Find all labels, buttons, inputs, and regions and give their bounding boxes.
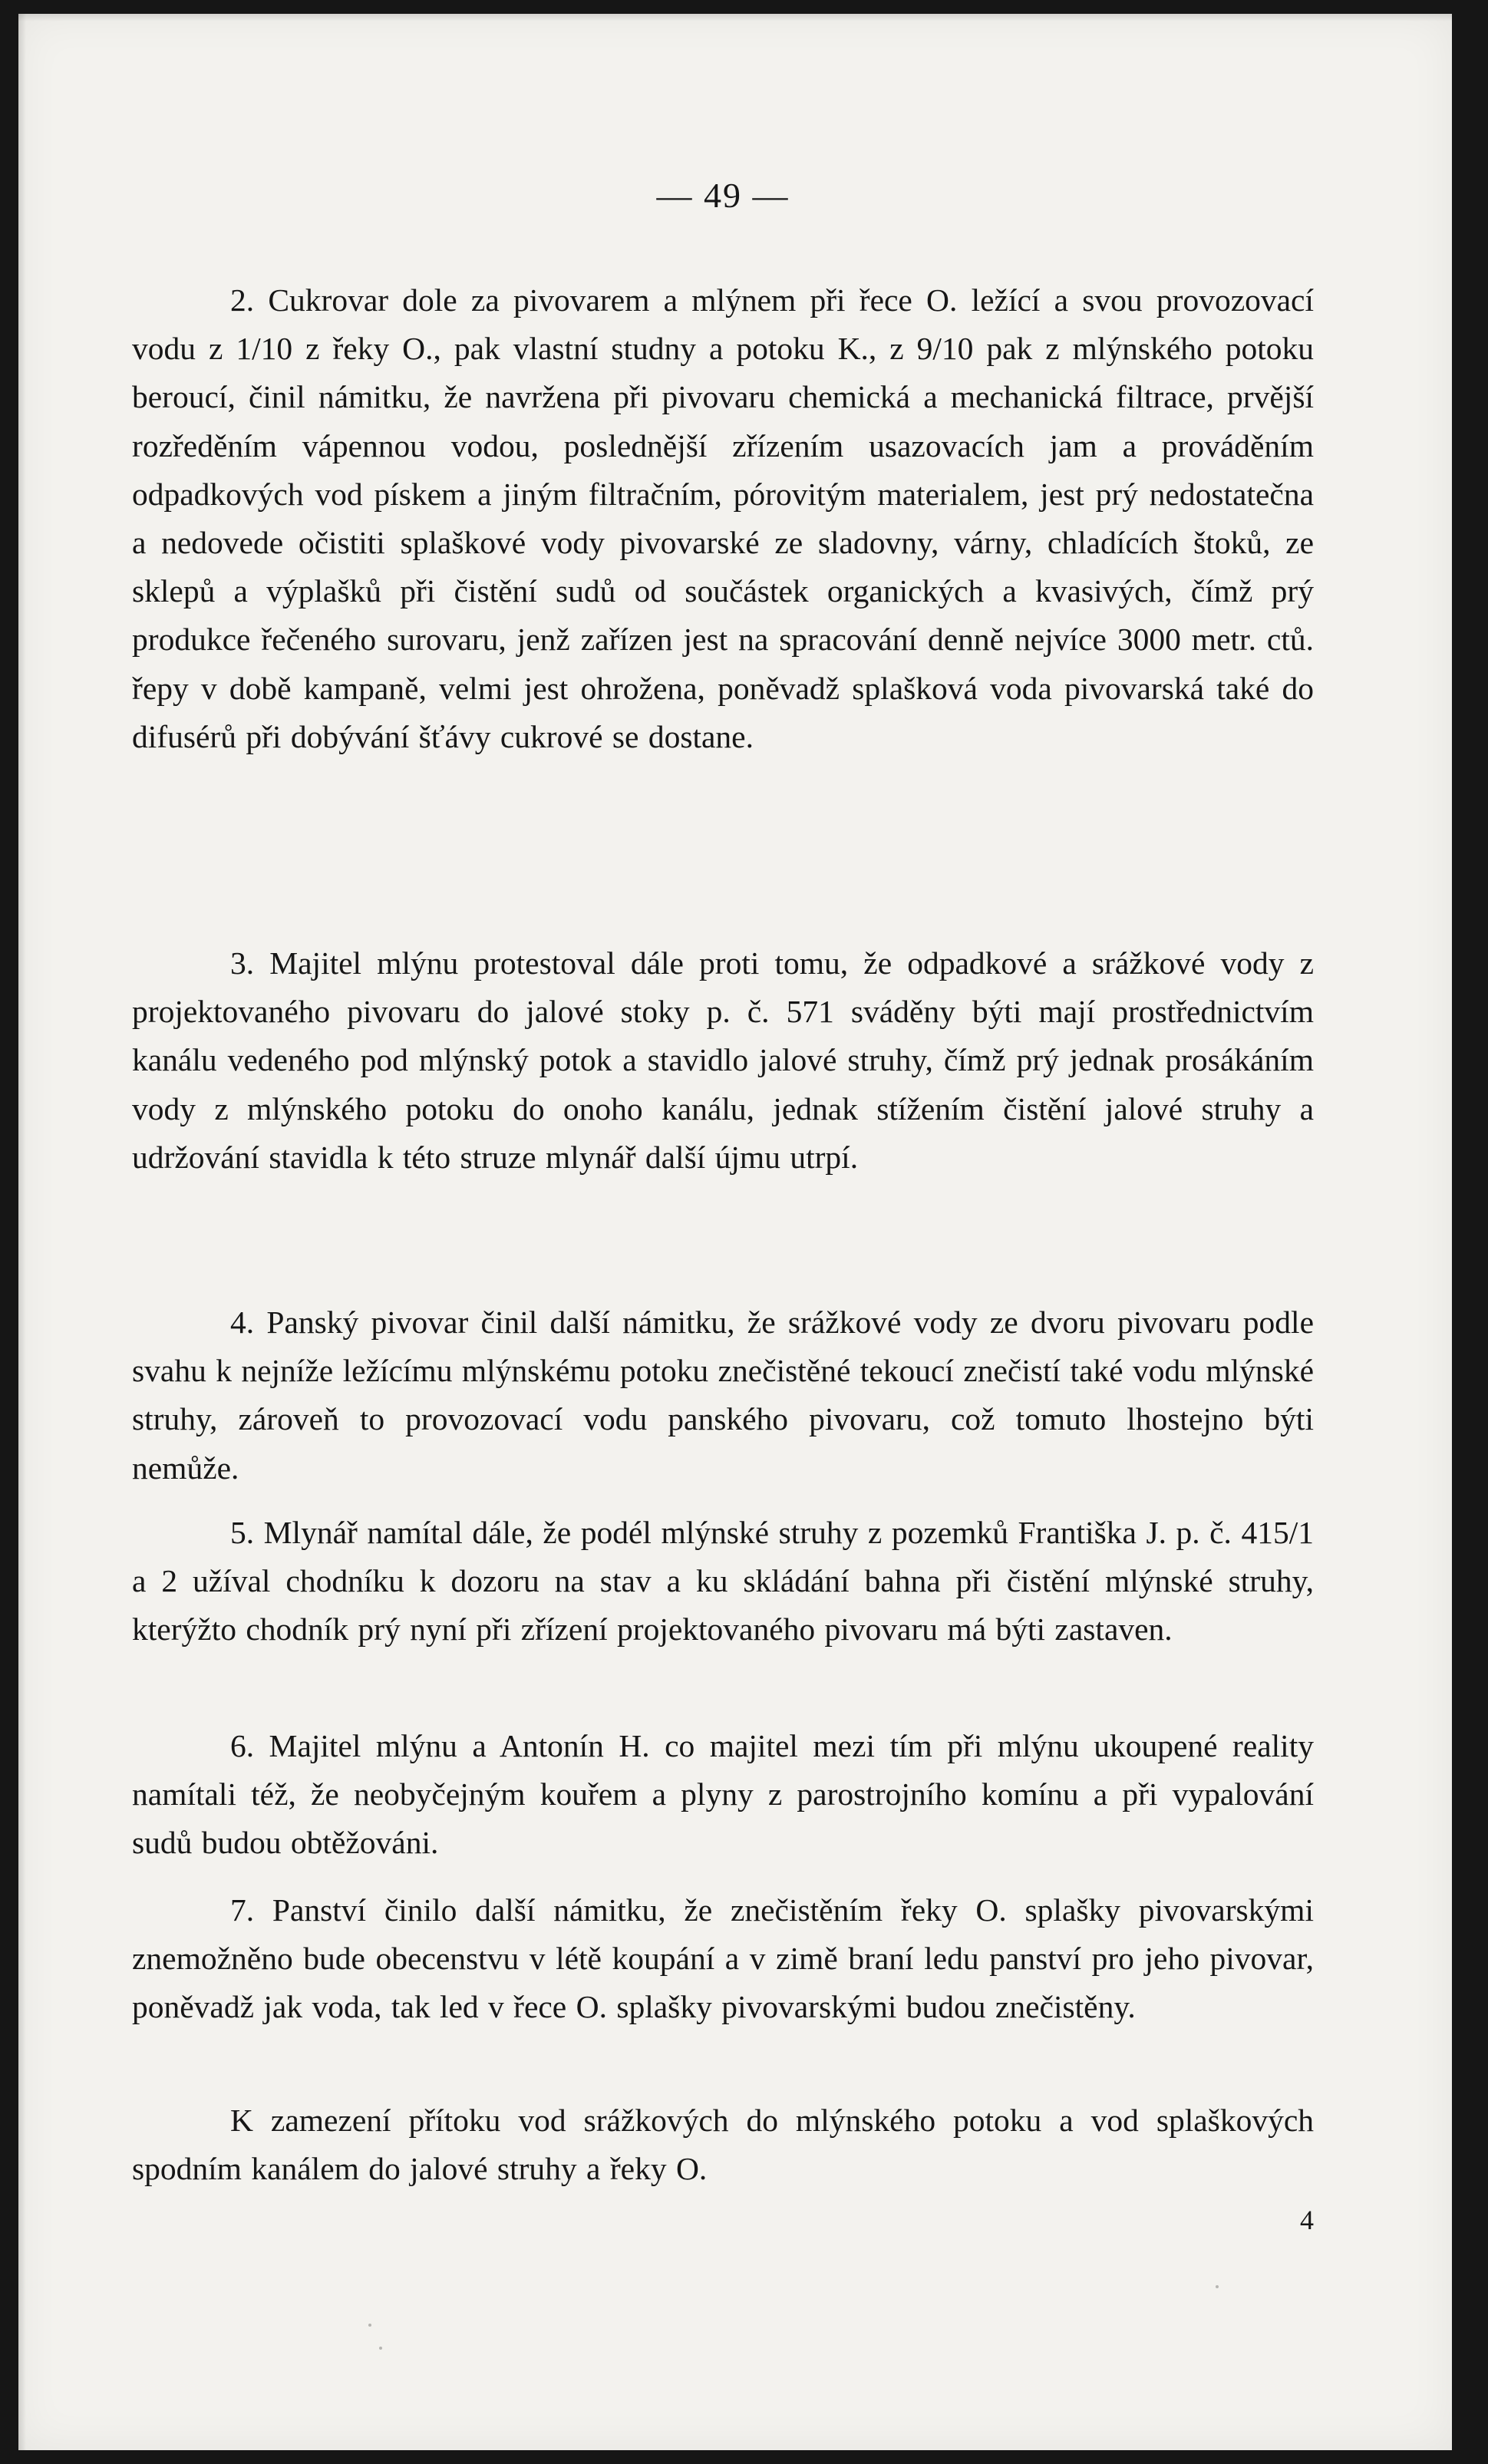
paragraph-4: 4. Panský pivovar činil další námitku, že srážkové vody ze dvoru pivovaru podle svahu k nejníže ležícímu mlýnskému potoku znečistěné tekoucí znečistí také vodu mlýnské struhy, zároveň to provozovací vodu panského pivovaru, což tomuto lhostejno býti nemůže.	[132, 1305, 1314, 1486]
paragraph-5: 5. Mlynář namítal dále, že podél mlýnské struhy z pozemků Františka J. p. č. 415/1 a 2 užíval chodníku k dozoru na stav a ku skládání bahna při čistění mlýnské struhy, kterýžto chodník prý nyní při zřízení projektovaného pivovaru má býti zastaven.	[132, 1515, 1314, 1648]
book-page	[18, 14, 1452, 2450]
page-number: — 49 —	[656, 176, 790, 215]
page-edge-shadow-left	[18, 14, 26, 2450]
page-edge-shadow-top	[18, 14, 1452, 21]
paper-speck	[1216, 2285, 1219, 2288]
paragraph-3: 3. Majitel mlýnu protestoval dále proti tomu, že odpadkové a srážkové vody z projektovaného pivovaru do jalové stoky p. č. 571 sváděny býti mají prostřednictvím kanálu vedeného pod mlýnský potok a stavidlo jalové struhy, čímž prý jednak prosákáním vody z mlýnského potoku do onoho kanálu, jednak stížením čistění jalové struhy a udržování stavidla k této struze mlynář další újmu utrpí.	[132, 945, 1314, 1175]
signature-mark: 4	[1300, 2205, 1314, 2235]
paragraph-7: 7. Panství činilo další námitku, že znečistěním řeky O. splašky pivovarskými znemožněno bude obecenstvu v létě koupání a v zimě braní ledu panství pro jeho pivovar, poněvadž jak voda, tak led v řece O. splašky pivovarskými budou znečistěny.	[132, 1892, 1314, 2025]
paper-speck	[379, 2347, 382, 2350]
paragraph-2: 2. Cukrovar dole za pivovarem a mlýnem při řece O. ležící a svou provozovací vodu z 1/10 z řeky O., pak vlastní studny a potoku K., z 9/10 pak z mlýnského potoku beroucí, činil námitku, že navržena při pivovaru chemická a mechanická filtrace, prvější rozředěním vápennou vodou, poslednější zřízením usazovacích jam a prováděním odpadkových vod pískem a jiným filtračním, pórovitým materialem, jest prý nedostatečna a nedovede očistiti splaškové vody pivovarské ze sladovny, várny, chladících štoků, ze sklepů a výplašků při čistění sudů od součástek organických a kvasivých, čímž prý produkce řečeného surovaru, jenž zařízen jest na spracování denně nejvíce 3000 metr. ctů. řepy v době kampaně, velmi jest ohrožena, poněvadž splašková voda pivovarská také do difusérů při dobývání šťávy cukrové se dostane.	[132, 282, 1314, 754]
paragraph-6: 6. Majitel mlýnu a Antonín H. co majitel mezi tím při mlýnu ukoupené reality namítali též, že neobyčejným kouřem a plyny z parostrojního komínu a při vypalování sudů budou obtěžováni.	[132, 1728, 1314, 1861]
paper-speck	[368, 2324, 371, 2327]
paragraph-closing: K zamezení přítoku vod srážkových do mlýnského potoku a vod splaškových spodním kanálem do jalové struhy a řeky O.	[132, 2103, 1314, 2187]
